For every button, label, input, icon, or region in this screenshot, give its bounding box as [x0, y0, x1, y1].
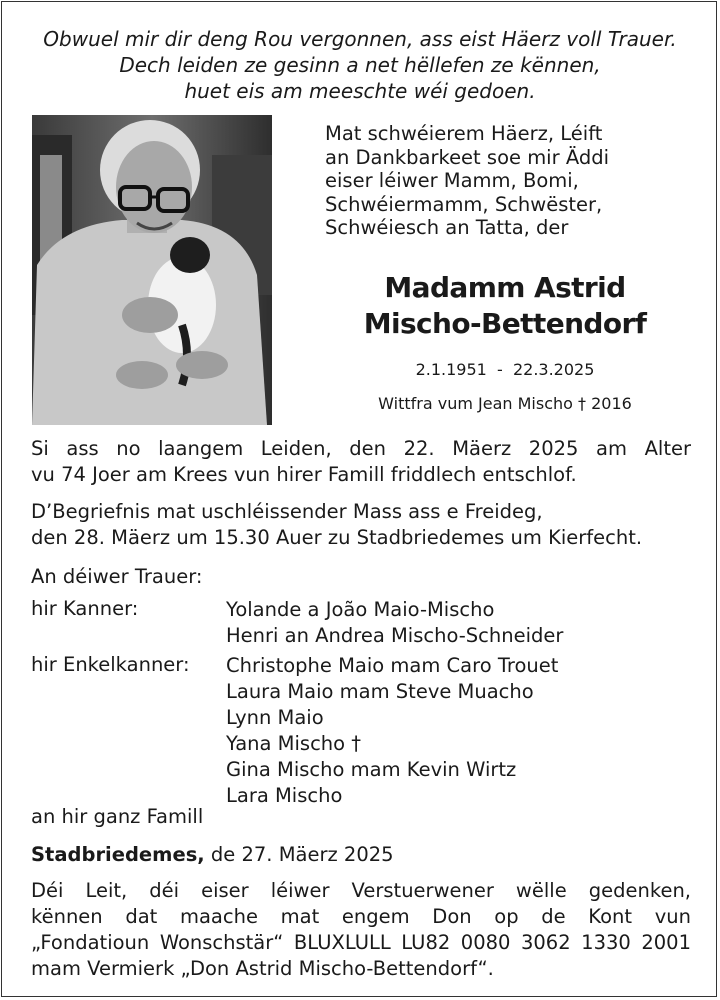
grandchildren-label: hir Enkelkanner: [31, 653, 190, 676]
grandchild-name: Lara Mischo [226, 784, 343, 807]
place-date [31, 843, 394, 866]
funeral-line-2: den 28. Mäerz um 15.30 Auer zu Stadbriedemes um Kierfecht. [31, 526, 643, 549]
child-name: Yolande a João Maio-Mischo [226, 598, 495, 621]
intro-line: Schwéiermamm, Schwëster, [325, 192, 603, 216]
grandchild-name: Lynn Maio [226, 706, 324, 729]
date: de 27. Mäerz 2025 [204, 843, 394, 866]
deceased-name-line-2: Mischo-Bettendorf [363, 307, 647, 340]
intro-line: eiser léiwer Mamm, Bomi, [325, 169, 579, 192]
family-line: an hir ganz Famill [31, 805, 204, 828]
portrait-photo [32, 115, 272, 425]
passing-line-2: vu 74 Joer am Krees vun hirer Famill friddlech entschlof. [31, 463, 577, 486]
children-label: hir Kanner: [31, 597, 139, 620]
verse-line-1: Obwuel mir dir deng Rou vergonnen, ass eist Häerz voll Trauer. [43, 27, 677, 51]
donation-line-4: mam Vermierk „Don Astrid Mischo-Bettendorf“. [31, 957, 494, 980]
intro-line: an Dankbarkeet soe mir Äddi [325, 145, 609, 169]
intro-line: Schwéiesch an Tatta, der [325, 216, 569, 239]
grandchild-name: Christophe Maio mam Caro Trouet [226, 654, 559, 677]
widow-note: Wittfra vum Jean Mischo † 2016 [378, 394, 632, 413]
deceased-name-line-1: Madamm Astrid [384, 271, 626, 304]
donation-line-3: „Fondatioun Wonschstär“ BLUXLULL LU82 0080 3062 1330 2001 [31, 931, 691, 954]
grandchild-name: Laura Maio mam Steve Muacho [226, 680, 534, 703]
verse-line-2: Dech leiden ze gesinn a net hëllefen ze kënnen, [119, 53, 601, 77]
mourners-heading: An déiwer Trauer: [31, 565, 203, 588]
grandchild-name: Yana Mischo † [226, 732, 362, 755]
donation-line-1: Déi Leit, déi eiser léiwer Verstuerwener wëlle gedenken, [31, 879, 691, 902]
life-dates: 2.1.1951 - 22.3.2025 [415, 360, 595, 379]
passing-line-1: Si ass no laangem Leiden, den 22. Mäerz 2025 am Alter [31, 437, 691, 460]
donation-line-2: kënnen dat maache mat engem Don op de Kont vun [31, 905, 691, 928]
grandchild-name: Gina Mischo mam Kevin Wirtz [226, 758, 517, 781]
intro-line: Mat schwéierem Häerz, Léift [325, 122, 603, 145]
place: Stadbriedemes, [31, 843, 205, 866]
verse-line-3: huet eis am meeschte wéi gedoen. [184, 79, 536, 103]
funeral-line-1: D’Begriefnis mat uschléissender Mass ass e Freideg, [31, 500, 543, 523]
child-name: Henri an Andrea Mischo-Schneider [226, 624, 564, 647]
